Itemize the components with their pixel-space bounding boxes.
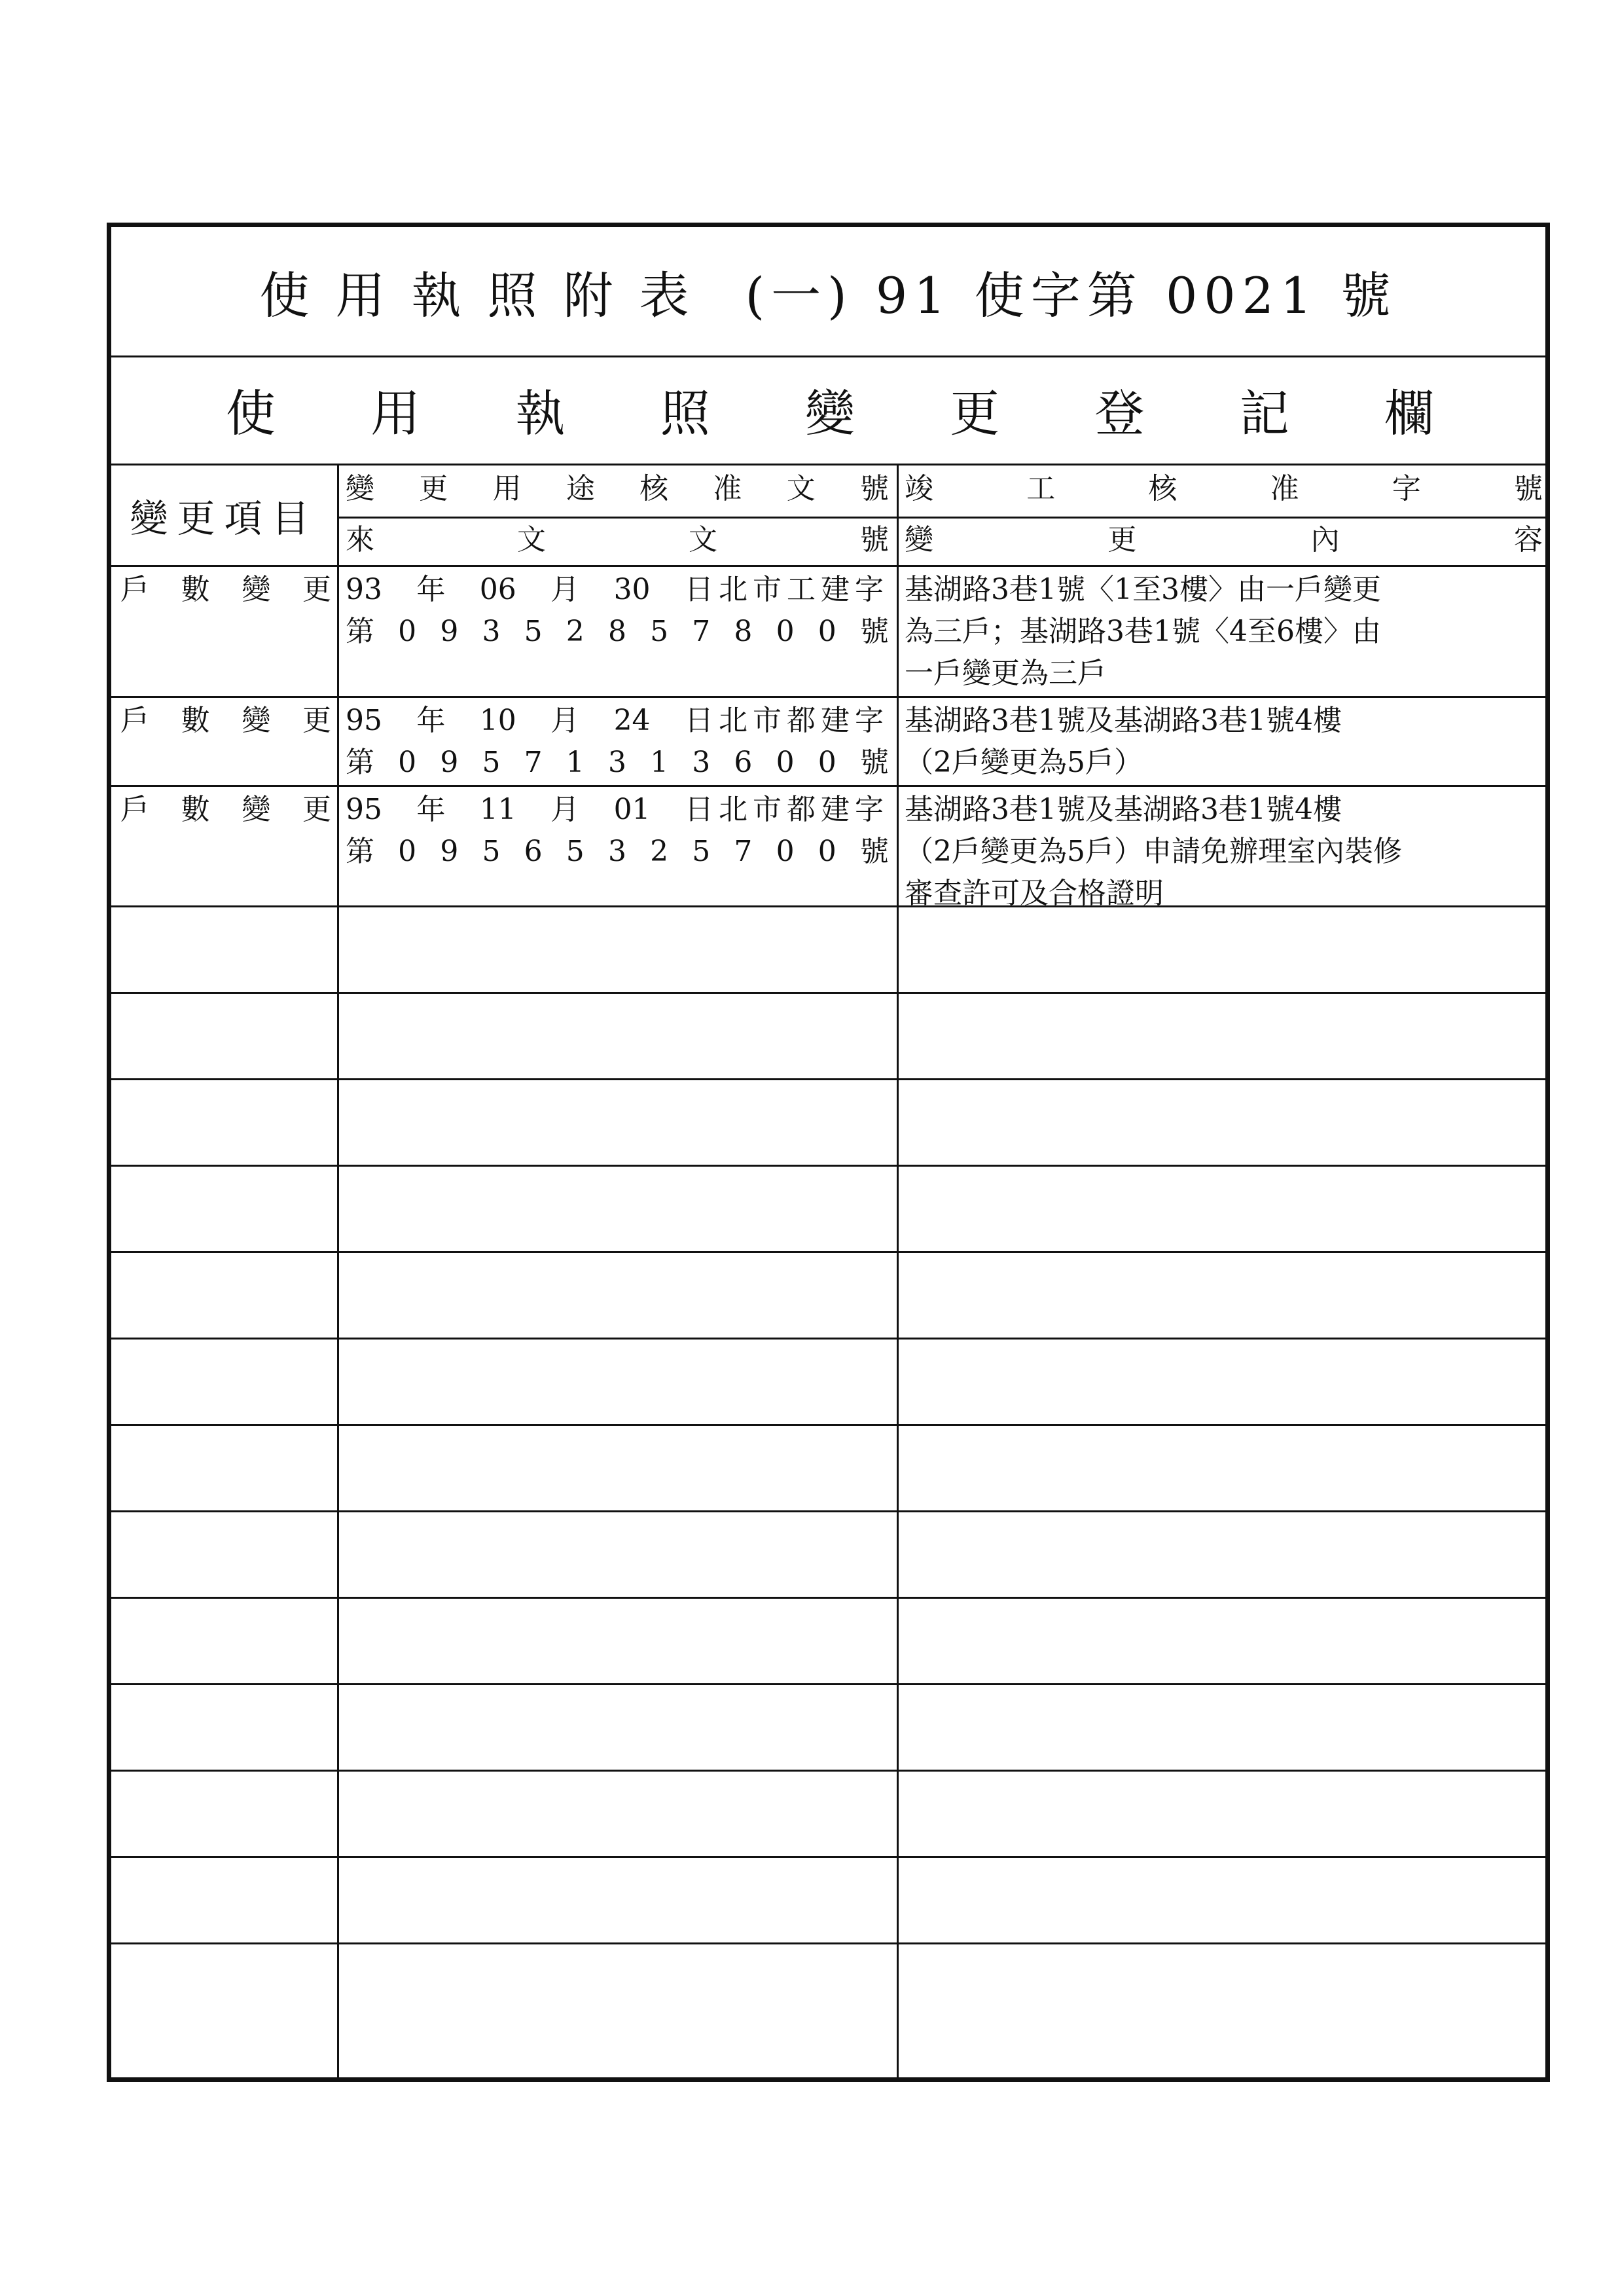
header-char: 更 (1107, 523, 1137, 556)
doc-token: 6 (524, 835, 543, 868)
doc-token: 01 (613, 793, 651, 826)
row-divider (111, 1942, 1545, 1944)
doc-token: 10 (479, 704, 516, 737)
row-divider (111, 1424, 1545, 1426)
doc-token: 第 (346, 746, 374, 779)
doc-token: 月 (550, 704, 580, 737)
column-divider (897, 465, 899, 2077)
subtitle-char: 變 (805, 384, 855, 443)
header-char: 竣 (905, 472, 933, 505)
doc-token: 0 (818, 615, 836, 648)
subtitle-char: 照 (660, 384, 710, 443)
doc-token: 1 (566, 746, 584, 779)
row-3-content-line-1: 基湖路3巷1號及基湖路3巷1號4樓 (905, 793, 1342, 826)
header-approval-doc-number (346, 468, 889, 510)
item-char: 變 (242, 793, 271, 826)
doc-token: 月 (550, 573, 580, 606)
row-2-change-item (120, 700, 331, 742)
row-divider (111, 785, 1545, 787)
header-char: 號 (859, 472, 889, 505)
row-2-doc-line-1 (346, 700, 889, 742)
doc-token: 6 (734, 746, 753, 779)
doc-token: 7 (734, 835, 753, 868)
header-char: 內 (1310, 523, 1340, 556)
row-1-content-line-2: 為三戶；基湖路3巷1號〈4至6樓〉由 (905, 615, 1381, 648)
doc-token: 年 (416, 704, 446, 737)
item-char: 數 (181, 573, 210, 606)
item-char: 戶 (120, 793, 149, 826)
doc-token: 11 (479, 793, 516, 826)
doc-token: 年 (416, 573, 446, 606)
subtitle-char: 使 (226, 384, 276, 443)
doc-token: 30 (613, 573, 651, 606)
doc-token: 年 (416, 793, 446, 826)
row-divider (111, 565, 1545, 567)
row-3-doc-line-1 (346, 789, 889, 831)
row-2-doc-line-2 (346, 742, 889, 784)
row-divider (111, 1165, 1545, 1167)
doc-token: 3 (607, 746, 626, 779)
doc-token: 號 (859, 615, 889, 648)
row-divider (111, 1856, 1545, 1858)
usage-permit-annex-form (107, 223, 1550, 2082)
header-char: 字 (1392, 472, 1421, 505)
header-char: 准 (713, 472, 742, 505)
row-1-content-line-1: 基湖路3巷1號〈1至3樓〉由一戶變更 (905, 573, 1381, 606)
item-char: 數 (181, 704, 210, 737)
form-title-main: 使用執照附表 (259, 266, 715, 325)
header-char: 號 (860, 523, 889, 556)
doc-token: 5 (482, 746, 501, 779)
header-char: 文 (689, 523, 717, 556)
item-char: 戶 (120, 704, 149, 737)
item-char: 更 (302, 573, 331, 606)
doc-token: 95 (346, 704, 382, 737)
row-divider (111, 1510, 1545, 1512)
doc-token: 第 (346, 615, 374, 648)
form-title (111, 227, 1545, 357)
doc-token: 7 (524, 746, 543, 779)
header-incoming-doc-number (346, 519, 889, 561)
row-divider (111, 1683, 1545, 1685)
row-divider (111, 992, 1545, 994)
doc-token: 號 (859, 746, 889, 779)
doc-token: 0 (818, 746, 836, 779)
row-2-content-line-1: 基湖路3巷1號及基湖路3巷1號4樓 (905, 704, 1342, 737)
row-1-change-item (120, 569, 331, 611)
row-divider (111, 1338, 1545, 1339)
column-divider (337, 465, 339, 2077)
doc-token: 0 (776, 615, 795, 648)
doc-token: 5 (650, 615, 669, 648)
doc-token: 9 (440, 746, 459, 779)
subtitle-char: 欄 (1384, 384, 1434, 443)
header-char: 容 (1513, 523, 1543, 556)
header-char: 用 (492, 472, 522, 505)
doc-token: 0 (776, 746, 795, 779)
doc-token: 2 (650, 835, 669, 868)
doc-token: 日北市都建字 (684, 704, 889, 737)
header-char: 途 (566, 472, 595, 505)
item-char: 變 (242, 704, 271, 737)
header-char: 准 (1270, 472, 1299, 505)
subtitle-char: 用 (370, 384, 421, 443)
header-completion-approval-number (905, 468, 1543, 510)
subtitle-char: 更 (950, 384, 1000, 443)
doc-token: 06 (479, 573, 516, 606)
doc-token: 2 (566, 615, 584, 648)
doc-token: 日北市都建字 (684, 793, 889, 826)
header-char: 文 (517, 523, 546, 556)
item-char: 數 (181, 793, 210, 826)
header-char: 更 (419, 472, 448, 505)
header-char: 變 (905, 523, 933, 556)
doc-token: 0 (398, 835, 417, 868)
item-char: 變 (242, 573, 271, 606)
row-2-content-line-2: （2戶變更為5戶） (905, 746, 1143, 779)
header-change-item: 變更項目 (130, 496, 319, 541)
row-divider (111, 1078, 1545, 1080)
doc-token: 第 (346, 835, 374, 868)
doc-token: 5 (692, 835, 711, 868)
doc-token: 5 (566, 835, 584, 868)
doc-token: 3 (692, 746, 711, 779)
doc-token: 9 (440, 615, 459, 648)
header-char: 來 (346, 523, 374, 556)
row-3-content-line-2: （2戶變更為5戶）申請免辦理室內裝修 (905, 835, 1402, 868)
doc-token: 8 (607, 615, 626, 648)
doc-token: 3 (482, 615, 501, 648)
header-char: 文 (786, 472, 816, 505)
row-1-content-line-3: 一戶變更為三戶 (905, 657, 1106, 690)
doc-token: 24 (613, 704, 651, 737)
subtitle-char: 登 (1094, 384, 1145, 443)
doc-token: 7 (692, 615, 711, 648)
subtitle-char: 記 (1239, 384, 1289, 443)
doc-token: 0 (398, 615, 417, 648)
row-divider (111, 696, 1545, 698)
change-register-table (111, 465, 1545, 2077)
doc-token: 0 (818, 835, 836, 868)
doc-token: 8 (734, 615, 753, 648)
item-char: 戶 (120, 573, 149, 606)
row-3-content-line-3: 審查許可及合格證明 (905, 877, 1164, 910)
header-char: 核 (1148, 472, 1178, 505)
header-char: 工 (1026, 472, 1056, 505)
doc-token: 5 (524, 615, 543, 648)
doc-token: 月 (550, 793, 580, 826)
header-char: 核 (639, 472, 669, 505)
doc-token: 95 (346, 793, 382, 826)
row-1-doc-line-2 (346, 611, 889, 653)
row-divider (111, 1251, 1545, 1253)
row-divider (337, 517, 1545, 519)
doc-token: 0 (398, 746, 417, 779)
doc-token: 日北市工建字 (684, 573, 889, 606)
doc-token: 5 (482, 835, 501, 868)
doc-token: 3 (607, 835, 626, 868)
item-char: 更 (302, 793, 331, 826)
form-title-number: (一) 91 使字第 0021 號 (745, 266, 1397, 325)
row-3-change-item (120, 789, 331, 831)
header-char: 變 (346, 472, 374, 505)
item-char: 更 (302, 704, 331, 737)
row-divider (111, 1770, 1545, 1772)
row-1-doc-line-1 (346, 569, 889, 611)
row-3-doc-line-2 (346, 831, 889, 873)
doc-token: 0 (776, 835, 795, 868)
doc-token: 號 (859, 835, 889, 868)
doc-token: 1 (650, 746, 669, 779)
doc-token: 9 (440, 835, 459, 868)
doc-token: 93 (346, 573, 382, 606)
subtitle-char: 執 (515, 384, 566, 443)
header-change-content (905, 519, 1543, 561)
row-divider (111, 1597, 1545, 1599)
form-subtitle (111, 355, 1545, 465)
header-char: 號 (1513, 472, 1543, 505)
